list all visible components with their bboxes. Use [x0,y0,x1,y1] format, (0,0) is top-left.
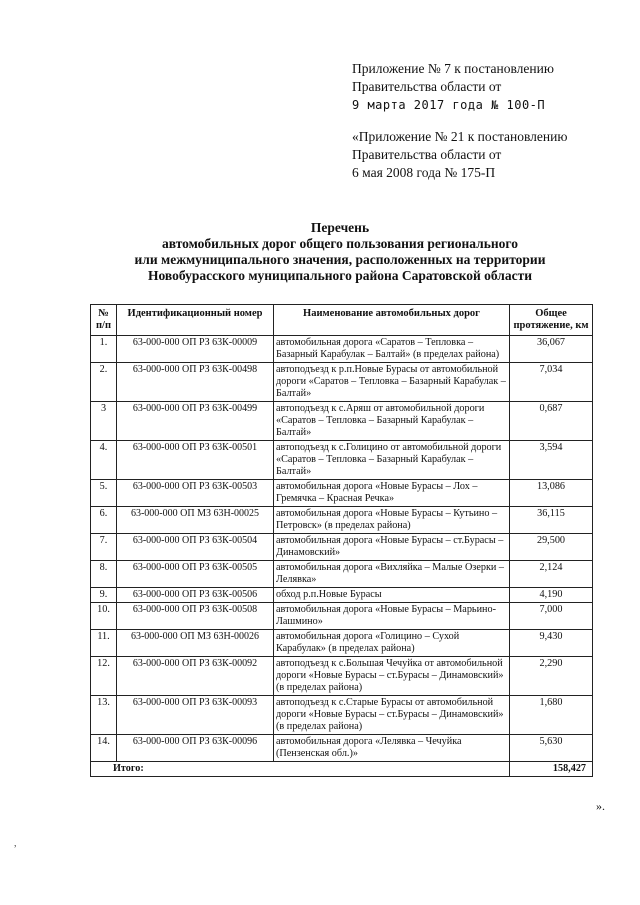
table-body [91,336,593,762]
row-number: 12. [91,657,117,696]
row-road-name: автомобильная дорога «Лелявка – Чечуйка (Пензенская обл.)» [274,735,510,762]
row-length: 0,687 [510,402,593,441]
appendix-header-line: Правительства области от [352,147,502,162]
row-road-name: автоподъезд к р.п.Новые Бурасы от автомобильной дороги «Саратов – Тепловка – Базарный Карабулак – Балтай» [274,363,510,402]
row-road-name: обход р.п.Новые Бурасы [274,588,510,603]
row-length: 36,115 [510,507,593,534]
column-header-num: № п/п [91,305,117,336]
row-length: 5,630 [510,735,593,762]
row-number: 14. [91,735,117,762]
row-road-name: автомобильная дорога «Саратов – Тепловка – Базарный Карабулак – Балтай» (в пределах района) [274,336,510,363]
row-number: 7. [91,534,117,561]
row-road-name: автомобильная дорога «Вихляйка – Малые Озерки – Лелявка» [274,561,510,588]
appendix-header-line: «Приложение № 21 к постановлению [352,129,568,144]
total-label: Итого: [91,762,510,777]
row-length: 3,594 [510,441,593,480]
title-line: Перечень [310,220,370,235]
row-length: 7,034 [510,363,593,402]
column-header-length: Общее протяжение, км [510,305,593,336]
title-line: или межмуниципального значения, расположенных на территории [134,252,546,267]
row-number: 11. [91,630,117,657]
title-line: Новобурасского муниципального района Саратовской области [147,268,533,283]
row-identifier: 63-000-000 ОП МЗ 63Н-00025 [117,507,274,534]
original-appendix-header [352,128,624,182]
row-road-name: автомобильная дорога «Новые Бурасы – ст.Бурасы – Динамовский» [274,534,510,561]
total-value: 158,427 [510,762,593,777]
row-length: 2,290 [510,657,593,696]
title-line: автомобильных дорог общего пользования регионального [162,236,518,251]
table-row [91,507,593,534]
row-number: 6. [91,507,117,534]
table-row [91,534,593,561]
row-length: 4,190 [510,588,593,603]
table-row [91,480,593,507]
table-row [91,696,593,735]
row-road-name: автоподъезд к с.Большая Чечуйка от автомобильной дороги «Новые Бурасы – ст.Бурасы – Динамовский» (в пределах района) [274,657,510,696]
row-number: 3 [91,402,117,441]
row-number: 2. [91,363,117,402]
table-row [91,402,593,441]
resolution-date-stamp: 9 марта 2017 года № 100-П [352,98,546,112]
table-row [91,735,593,762]
row-identifier: 63-000-000 ОП РЗ 63К-00093 [117,696,274,735]
row-road-name: автоподъезд к с.Старые Бурасы от автомобильной дороги «Новые Бурасы – ст.Бурасы – Динамовский» (в пределах района) [274,696,510,735]
row-identifier: 63-000-000 ОП РЗ 63К-00505 [117,561,274,588]
row-length: 9,430 [510,630,593,657]
row-identifier: 63-000-000 ОП РЗ 63К-00504 [117,534,274,561]
table-row [91,561,593,588]
row-length: 36,067 [510,336,593,363]
table-row [91,657,593,696]
row-road-name: автоподъезд к с.Голицино от автомобильной дороги «Саратов – Тепловка – Базарный Карабулак – Балтай» [274,441,510,480]
row-length: 1,680 [510,696,593,735]
row-road-name: автомобильная дорога «Новые Бурасы – Кутьино – Петровск» (в пределах района) [274,507,510,534]
row-number: 10. [91,603,117,630]
closing-quote-mark: ». [596,799,605,813]
row-identifier: 63-000-000 ОП РЗ 63К-00009 [117,336,274,363]
row-number: 1. [91,336,117,363]
row-number: 5. [91,480,117,507]
appendix-header-line: 6 мая 2008 года № 175-П [352,165,496,180]
row-length: 2,124 [510,561,593,588]
row-number: 4. [91,441,117,480]
row-identifier: 63-000-000 ОП РЗ 63К-00092 [117,657,274,696]
row-identifier: 63-000-000 ОП РЗ 63К-00501 [117,441,274,480]
row-number: 9. [91,588,117,603]
table-row [91,441,593,480]
row-number: 13. [91,696,117,735]
row-identifier: 63-000-000 ОП РЗ 63К-00499 [117,402,274,441]
table-row [91,588,593,603]
row-identifier: 63-000-000 ОП РЗ 63К-00508 [117,603,274,630]
appendix-header-line: Приложение № 7 к постановлению [352,61,554,76]
table-row [91,336,593,363]
row-identifier: 63-000-000 ОП РЗ 63К-00506 [117,588,274,603]
row-road-name: автоподъезд к с.Аряш от автомобильной дороги «Саратов – Тепловка – Базарный Карабулак – Балтай» [274,402,510,441]
row-number: 8. [91,561,117,588]
row-road-name: автомобильная дорога «Новые Бурасы – Марьино-Лашмино» [274,603,510,630]
table-row [91,630,593,657]
table-row [91,603,593,630]
table-header-row [91,305,593,336]
column-header-id: Идентификационный номер [117,305,274,336]
row-road-name: автомобильная дорога «Голицино – Сухой Карабулак» (в пределах района) [274,630,510,657]
appendix-header-line: Правительства области от [352,79,502,94]
row-length: 29,500 [510,534,593,561]
margin-mark: , [14,838,17,849]
roads-table [90,304,593,777]
row-length: 13,086 [510,480,593,507]
row-identifier: 63-000-000 ОП РЗ 63К-00096 [117,735,274,762]
row-identifier: 63-000-000 ОП РЗ 63К-00498 [117,363,274,402]
document-title [80,220,600,284]
appendix-header [352,60,624,114]
row-road-name: автомобильная дорога «Новые Бурасы – Лох – Гремячка – Красная Речка» [274,480,510,507]
row-identifier: 63-000-000 ОП РЗ 63К-00503 [117,480,274,507]
row-identifier: 63-000-000 ОП МЗ 63Н-00026 [117,630,274,657]
table-row [91,363,593,402]
column-header-name: Наименование автомобильных дорог [274,305,510,336]
total-row [91,762,593,777]
row-length: 7,000 [510,603,593,630]
